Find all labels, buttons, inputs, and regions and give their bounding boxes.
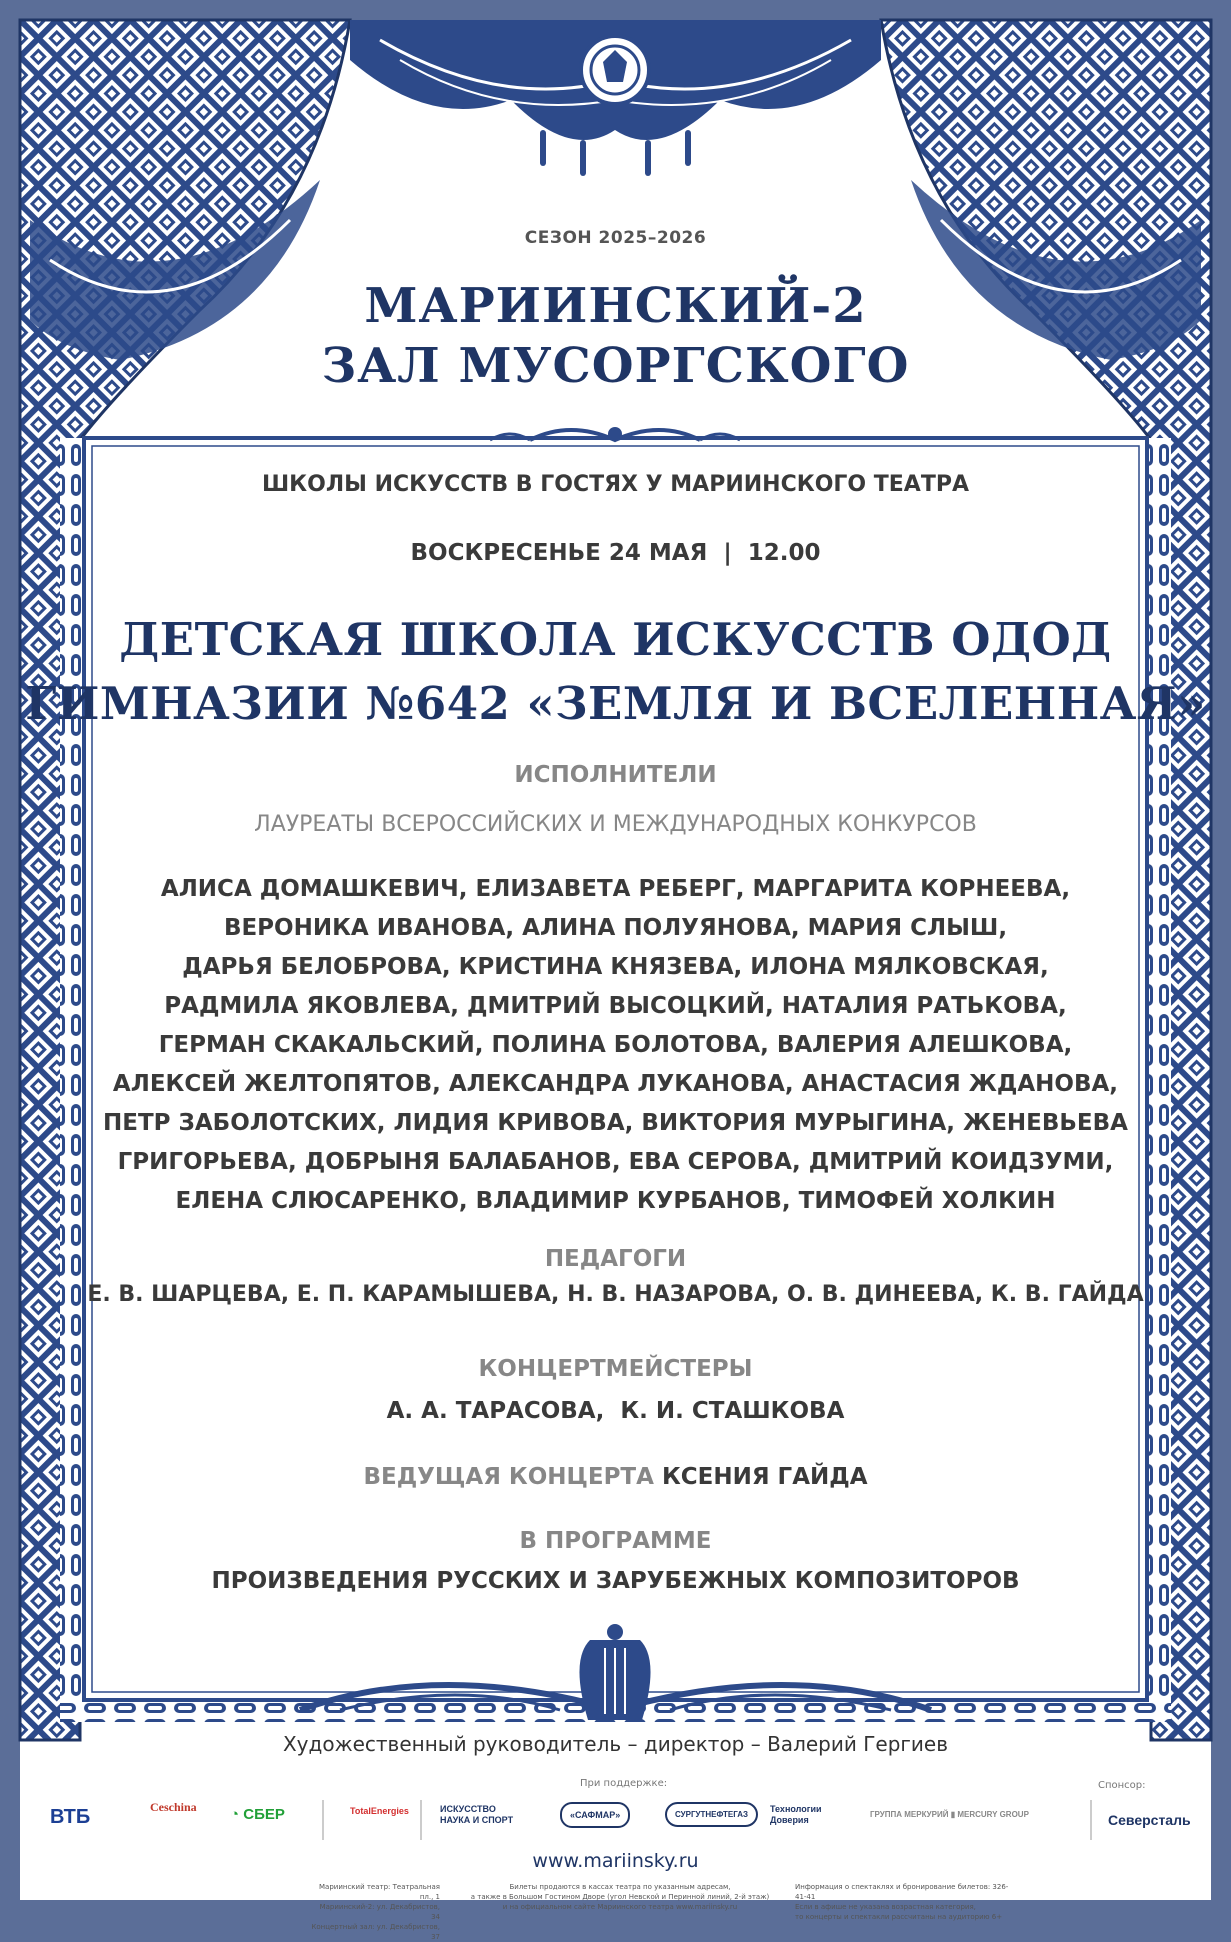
performers-line: ПЕТР ЗАБОЛОТСКИХ, ЛИДИЯ КРИВОВА, ВИКТОРИЯ МУРЫГИНА, ЖЕНЕВЬЕВА bbox=[103, 1110, 1128, 1136]
safmar-logo: «САФМАР» bbox=[560, 1802, 630, 1828]
performers-line: АЛИСА ДОМАШКЕВИЧ, ЕЛИЗАВЕТА РЕБЕРГ, МАРГАРИТА КОРНЕЕВА, bbox=[160, 876, 1071, 902]
performers-line: ВЕРОНИКА ИВАНОВА, АЛИНА ПОЛУЯНОВА, МАРИЯ СЛЫШ, bbox=[223, 915, 1008, 941]
performers-line: ГЕРМАН СКАКАЛЬСКИЙ, ПОЛИНА БОЛОТОВА, ВАЛЕРИЯ АЛЕШКОВА, bbox=[158, 1032, 1073, 1058]
teachers-heading: ПЕДАГОГИ bbox=[544, 1246, 687, 1272]
partner-logos bbox=[40, 1798, 1190, 1848]
sber-icon: ◔ bbox=[230, 1806, 240, 1823]
support-label: При поддержке: bbox=[580, 1778, 668, 1789]
series-title: ШКОЛЫ ИСКУССТВ В ГОСТЯХ У МАРИИНСКОГО ТЕАТРА bbox=[261, 472, 969, 497]
director-credit: Художественный руководитель – директор – Валерий Гергиев bbox=[282, 1732, 948, 1756]
fine-print-addresses: Мариинский театр: Театральная пл., 1 Мариинский-2: ул. Декабристов, 34 Концертный зал: ул. Декабристов, 37 bbox=[311, 1883, 440, 1941]
host-line bbox=[20, 1464, 1211, 1490]
surgutneftegaz-logo: СУРГУТНЕФТЕГАЗ bbox=[665, 1802, 758, 1827]
venue-line-1: МАРИИНСКИЙ-2 bbox=[364, 278, 867, 334]
accompanists-heading: КОНЦЕРТМЕЙСТЕРЫ bbox=[478, 1356, 753, 1382]
season-label: СЕЗОН 2025–2026 bbox=[524, 228, 707, 248]
fine-print-tickets: Билеты продаются в кассах театра по указанным адресам, а также в Большом Гостином Дворе (угол Невской и Перинной линий, 2-й этаж) и на официальном сайте Мариинского театра www.mariinsky.ru bbox=[470, 1883, 770, 1911]
vtb-logo: ВТБ bbox=[50, 1806, 91, 1828]
venue-title bbox=[20, 276, 1211, 396]
iskusstvo-logo: ИСКУССТВО НАУКА И СПОРТ bbox=[440, 1804, 514, 1825]
school-line-2: ГИМНАЗИИ №642 «ЗЕМЛЯ И ВСЕЛЕННАЯ» bbox=[25, 677, 1206, 730]
host-label: ВЕДУЩАЯ КОНЦЕРТА bbox=[363, 1464, 654, 1490]
sponsor-label: Спонсор: bbox=[1098, 1780, 1146, 1791]
school-title bbox=[20, 608, 1211, 736]
laureates-subheading: ЛАУРЕАТЫ ВСЕРОССИЙСКИХ И МЕЖДУНАРОДНЫХ КОНКУРСОВ bbox=[254, 812, 977, 837]
divider-ornament bbox=[490, 427, 740, 441]
severstal-logo: Северсталь bbox=[1108, 1812, 1191, 1828]
performers-line: ДАРЬЯ БЕЛОБРОВА, КРИСТИНА КНЯЗЕВА, ИЛОНА МЯЛКОВСКАЯ, bbox=[182, 954, 1049, 980]
poster bbox=[20, 20, 1211, 1941]
performers-line: ЕЛЕНА СЛЮСАРЕНКО, ВЛАДИМИР КУРБАНОВ, ТИМОФЕЙ ХОЛКИН bbox=[175, 1188, 1056, 1214]
venue-line-2: ЗАЛ МУСОРГСКОГО bbox=[321, 338, 910, 394]
accompanists-list: А. А. ТАРАСОВА, К. И. СТАШКОВА bbox=[386, 1398, 845, 1424]
school-line-1: ДЕТСКАЯ ШКОЛА ИСКУССТВ ОДОД bbox=[119, 613, 1112, 666]
host-name: КСЕНИЯ ГАЙДА bbox=[661, 1464, 868, 1490]
performers-line: АЛЕКСЕЙ ЖЕЛТОПЯТОВ, АЛЕКСАНДРА ЛУКАНОВА, АНАСТАСИЯ ЖДАНОВА, bbox=[112, 1071, 1119, 1097]
website-link[interactable]: www.mariinsky.ru bbox=[532, 1850, 699, 1872]
performers-line: ГРИГОРЬЕВА, ДОБРЫНЯ БАЛАБАНОВ, ЕВА СЕРОВА, ДМИТРИЙ КОИДЗУМИ, bbox=[117, 1149, 1114, 1175]
fine-print-info: Информация о спектаклях и бронирование билетов: 326-41-41 Если в афише не указана возрастная категория, то концерты и спектакли рассчитаны на аудиторию 6+ bbox=[795, 1883, 1009, 1921]
performers-line: РАДМИЛА ЯКОВЛЕВА, ДМИТРИЙ ВЫСОЦКИЙ, НАТАЛИЯ РАТЬКОВА, bbox=[164, 993, 1067, 1019]
tekhnologii-doveriya-logo: Технологии Доверия bbox=[770, 1804, 822, 1825]
crest-emblem bbox=[581, 36, 649, 104]
program-text: ПРОИЗВЕДЕНИЯ РУССКИХ И ЗАРУБЕЖНЫХ КОМПОЗИТОРОВ bbox=[211, 1568, 1020, 1594]
event-date: ВОСКРЕСЕНЬЕ 24 МАЯ | 12.00 bbox=[410, 540, 821, 566]
mercury-group-logo: ГРУППА МЕРКУРИЙ ▮ MERCURY GROUP bbox=[870, 1810, 1029, 1819]
performers-heading: ИСПОЛНИТЕЛИ bbox=[514, 762, 717, 788]
performers-list bbox=[20, 870, 1211, 1221]
program-heading: В ПРОГРАММЕ bbox=[519, 1528, 712, 1554]
totalenergies-logo: TotalEnergies bbox=[350, 1806, 409, 1816]
yoko-ceschina-logo: Ceschina bbox=[150, 1800, 197, 1814]
teachers-list: Е. В. ШАРЦЕВА, Е. П. КАРАМЫШЕВА, Н. В. НАЗАРОВА, О. В. ДИНЕЕВА, К. В. ГАЙДА bbox=[87, 1282, 1144, 1307]
sber-logo: ◔ СБЕР bbox=[230, 1806, 285, 1823]
